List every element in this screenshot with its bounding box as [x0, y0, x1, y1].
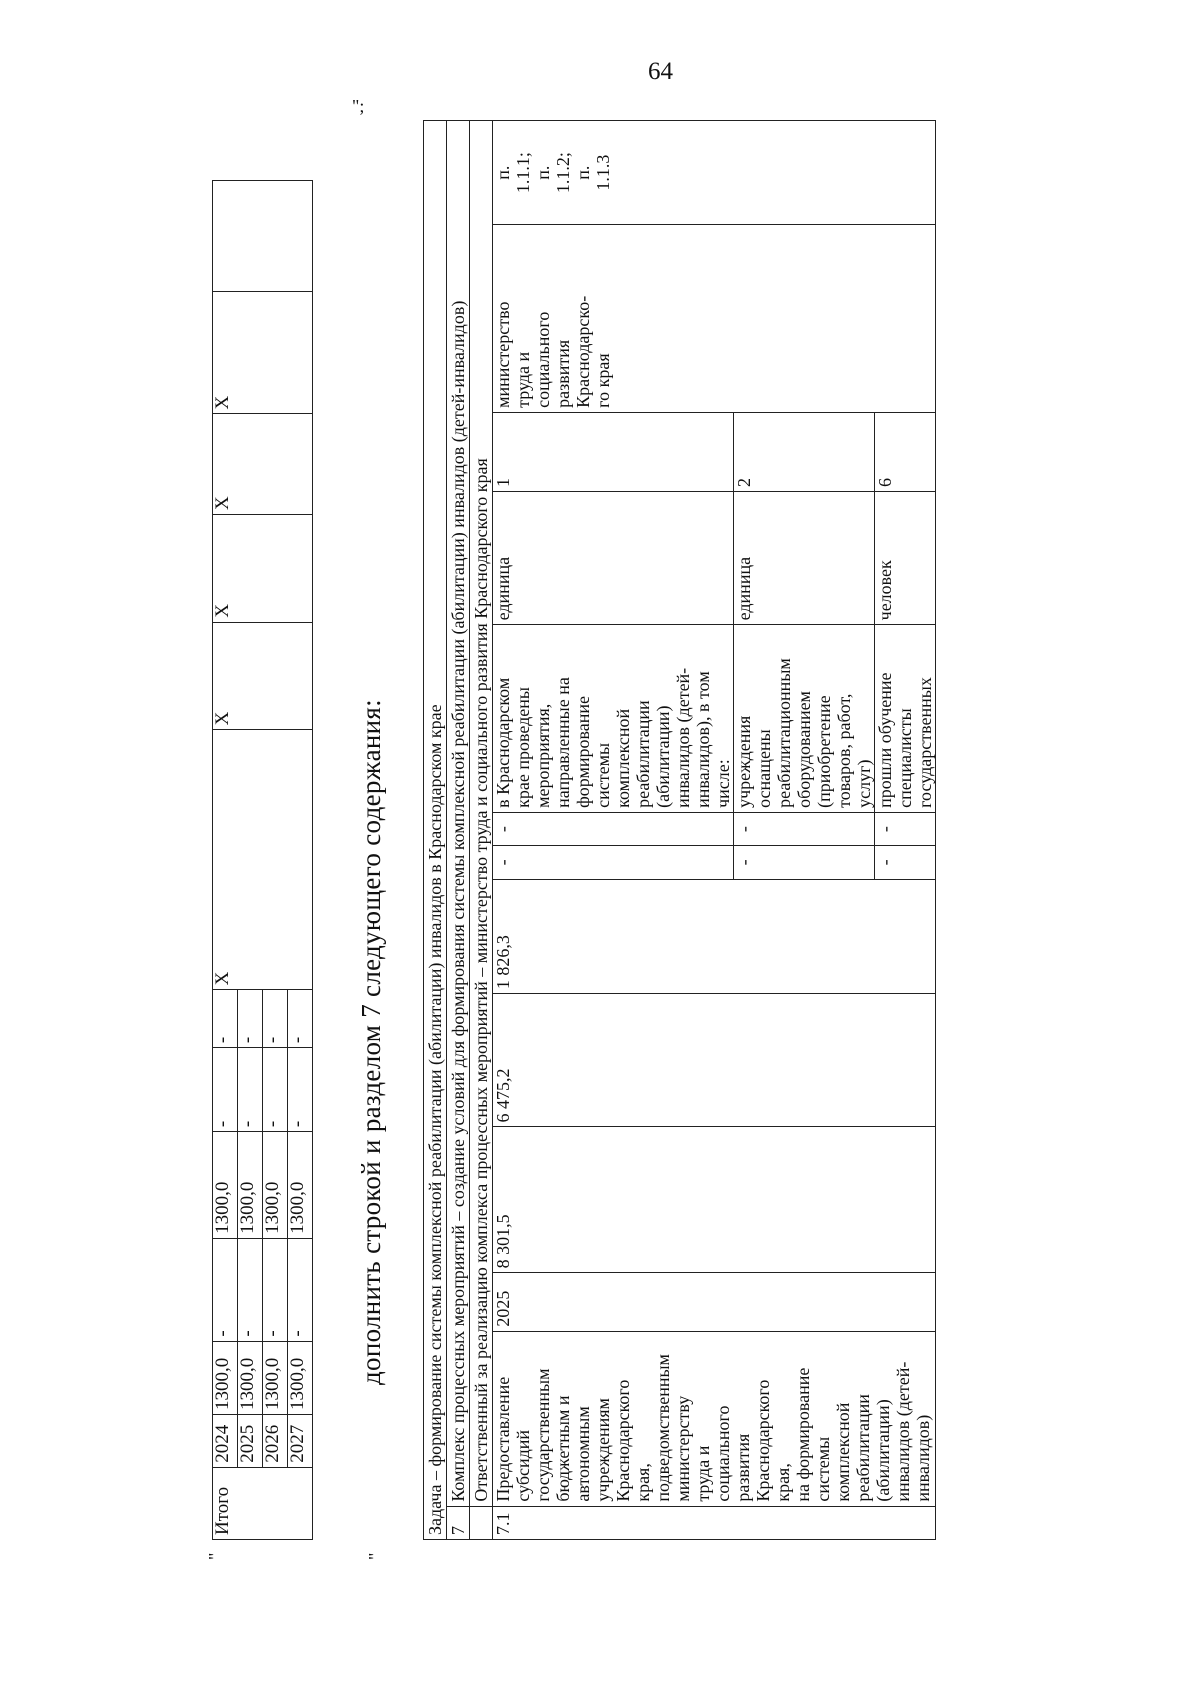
- summary-table: [212, 180, 313, 1540]
- summary-year: 2024: [213, 1414, 238, 1467]
- summary-cell: -: [263, 990, 288, 1048]
- summary-x-cell: X: [213, 622, 313, 730]
- row-number: 7.1: [493, 1506, 936, 1539]
- summary-cell: 1300,0: [238, 1132, 263, 1239]
- result-unit: единица: [734, 492, 875, 625]
- dash-cell: -: [493, 812, 734, 845]
- summary-cell: -: [263, 1048, 288, 1132]
- executor-cell: министерство труда и социального развития Краснодарско- го края: [493, 225, 936, 413]
- regional-budget-cell: 6 475,2: [493, 994, 936, 1127]
- total-cell: 8 301,5: [493, 1127, 936, 1273]
- federal-budget-cell: 1 826,3: [493, 879, 936, 994]
- summary-total: 1300,0: [263, 1341, 288, 1414]
- result-text: учреждения оснащены реабилитационным оборудованием (приобретение товаров, работ, услуг): [734, 625, 875, 813]
- result-unit: единица: [493, 492, 734, 625]
- dash-cell: -: [875, 846, 936, 879]
- summary-cell: -: [213, 1238, 238, 1341]
- summary-total: 1300,0: [238, 1341, 263, 1414]
- summary-cell: -: [238, 1048, 263, 1132]
- result-text: в Краснодарском крае проведены мероприятия, направленные на формирование системы комплексной реабилитации (абилитации) инвалидов (детей- инвалидов), в том числе:: [493, 625, 734, 813]
- summary-total: 1300,0: [213, 1341, 238, 1414]
- measure-name: Предоставление субсидий государственным бюджетным и автономным учреждениям Краснодарского края, подведомственным министерству труда и социального развития Краснодарского края, на формирование системы комплексной реабилитации (абилитации) инвалидов (детей- инвалидов): [493, 1331, 936, 1506]
- section-heading: дополнить строкой и разделом 7 следующего содержания:: [356, 699, 386, 1385]
- result-text: прошли обучение специалисты государственных: [875, 625, 936, 813]
- summary-year: 2027: [288, 1414, 313, 1467]
- summary-label: Итого: [213, 1467, 313, 1539]
- summary-cell: 1300,0: [263, 1132, 288, 1239]
- summary-year: 2025: [238, 1414, 263, 1467]
- summary-cell: -: [288, 1048, 313, 1132]
- result-value: 1: [493, 412, 734, 491]
- opening-quote-mark: ": [205, 1552, 225, 1560]
- summary-cell: -: [263, 1238, 288, 1341]
- complex-title: Комплекс процессных мероприятий – создание условий для формирования системы комплексной реабилитации (абилитации) инвалидов (детей-инвалидов): [447, 121, 470, 1507]
- summary-x-cell: X: [213, 414, 313, 514]
- result-unit: человек: [875, 492, 936, 625]
- summary-x-cell: X: [213, 514, 313, 622]
- summary-cell: -: [213, 1048, 238, 1132]
- dash-cell: -: [734, 846, 875, 879]
- references-cell: п. 1.1.1; п. 1.1.2; п. 1.1.3: [493, 121, 936, 225]
- result-value: 6: [875, 412, 936, 491]
- summary-x-cell: X: [213, 730, 313, 990]
- heading-quote-mark: ": [365, 1552, 385, 1560]
- summary-cell: -: [238, 1238, 263, 1341]
- summary-cell: 1300,0: [213, 1132, 238, 1239]
- program-table: [423, 120, 936, 1540]
- summary-empty-cell: [213, 181, 313, 292]
- summary-cell: -: [288, 990, 313, 1048]
- closing-quote-mark: ";: [352, 96, 365, 116]
- dash-cell: -: [875, 812, 936, 845]
- rotated-page-content: [40, 120, 1170, 1580]
- summary-cell: -: [213, 990, 238, 1048]
- dash-cell: -: [493, 846, 734, 879]
- page-number: 64: [648, 58, 673, 85]
- summary-x-cell: X: [213, 292, 313, 414]
- empty-cell: [470, 1506, 493, 1539]
- summary-year: 2026: [263, 1414, 288, 1467]
- task-row: Задача – формирование системы комплексной реабилитации (абилитации) инвалидов в Краснодарском крае: [424, 121, 447, 1540]
- responsible-row: Ответственный за реализацию комплекса процессных мероприятий – министерство труда и социального развития Краснодарского края: [470, 121, 493, 1507]
- summary-cell: 1300,0: [288, 1132, 313, 1239]
- year-cell: 2025: [493, 1273, 936, 1331]
- summary-total: 1300,0: [288, 1341, 313, 1414]
- section-number: 7: [447, 1506, 470, 1539]
- summary-cell: -: [288, 1238, 313, 1341]
- summary-cell: -: [238, 990, 263, 1048]
- result-value: 2: [734, 412, 875, 491]
- dash-cell: -: [734, 812, 875, 845]
